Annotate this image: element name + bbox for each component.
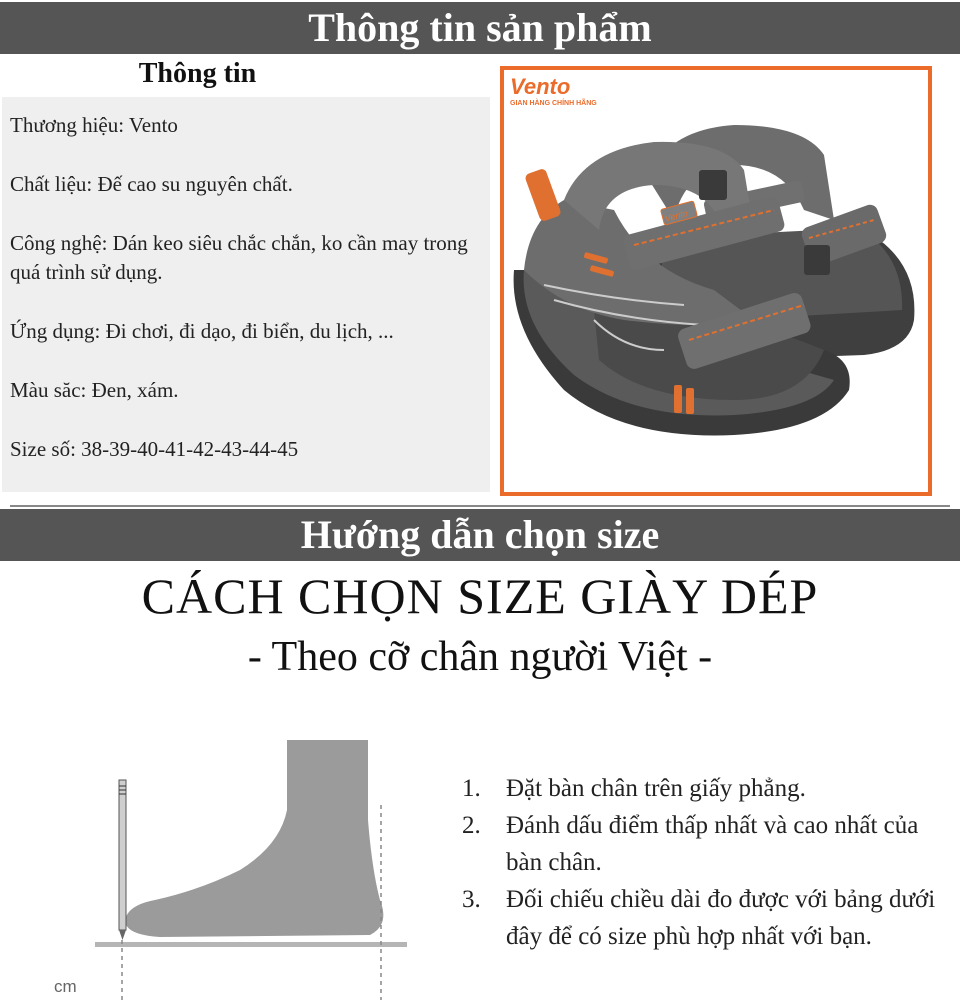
sandal-illustration (504, 70, 928, 492)
unit-label: cm (54, 977, 77, 996)
logo-text: Vento (510, 74, 571, 99)
size-guide-banner: Hướng dẫn chọn size (0, 509, 960, 561)
logo-subtext: GIAN HÀNG CHÍNH HÃNG (510, 100, 597, 107)
step-text: Đánh dấu điểm thấp nhất và cao nhất của bàn chân. (506, 812, 919, 876)
info-size: Size số: 38-39-40-41-42-43-44-45 (10, 437, 299, 461)
product-info-banner: Thông tin sản phẩm (0, 2, 960, 54)
step-number: 3. (462, 886, 481, 913)
step-item (462, 770, 942, 807)
info-usage: Ứng dụng: Đi chơi, đi dạo, đi biển, du lịch, ... (10, 319, 394, 343)
guide-title: CÁCH CHỌN SIZE GIÀY DÉP (141, 568, 819, 624)
step-number: 2. (462, 812, 481, 839)
info-brand: Thương hiệu: Vento (10, 113, 178, 137)
step-item (462, 807, 942, 881)
strap-brand-text: Vento (663, 207, 689, 224)
step-number: 1. (462, 775, 481, 802)
foot-measure-illustration (50, 730, 420, 1000)
guide-subtitle: - Theo cỡ chân người Việt - (247, 634, 713, 680)
size-steps-list (462, 770, 942, 955)
product-image-frame (500, 66, 932, 496)
info-material: Chất liệu: Đế cao su nguyên chất. (10, 172, 293, 196)
info-panel (2, 97, 490, 492)
step-text: Đặt bàn chân trên giấy phẳng. (506, 775, 806, 802)
step-item (462, 881, 942, 955)
info-heading: Thông tin (138, 58, 257, 89)
info-technology: Công nghệ: Dán keo siêu chắc chắn, ko cần may trong quá trình sử dụng. (10, 231, 468, 284)
info-color: Màu săc: Đen, xám. (10, 378, 179, 402)
step-text: Đối chiếu chiều dài đo được với bảng dưới đây để có size phù hợp nhất với bạn. (506, 886, 936, 950)
section-divider (10, 505, 950, 507)
